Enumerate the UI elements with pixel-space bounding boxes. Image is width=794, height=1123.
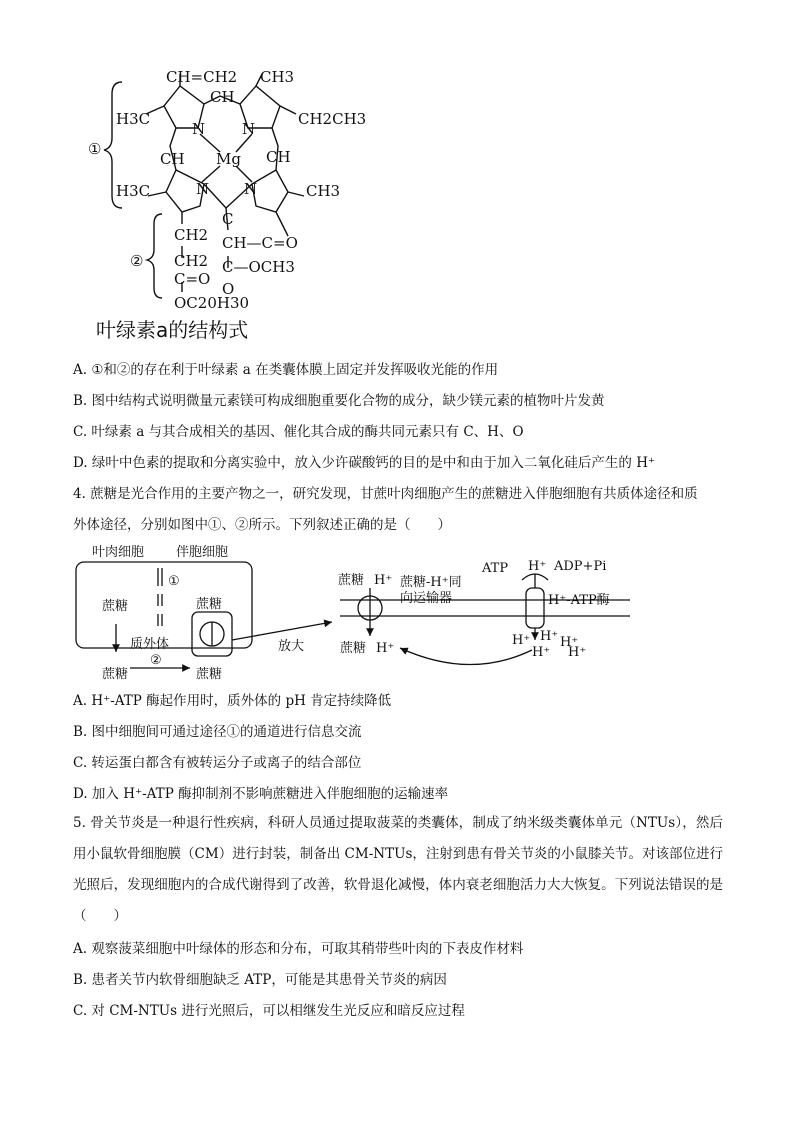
nitrogen-label-2: N [242, 120, 256, 138]
mesophyll-cell-label: 叶肉细胞 [92, 545, 145, 560]
ethyl-group-label: CH2CH3 [298, 110, 367, 128]
sucrose-label-bottom-left: 蔗糖 [102, 667, 129, 682]
q4-option-c: C. 转运蛋白都含有被转运分子或离子的结合部位 [73, 755, 362, 771]
sucrose-label-inside: 蔗糖 [340, 641, 367, 656]
ch-top-label: CH [210, 88, 235, 106]
methyl-right-label: CH3 [306, 182, 341, 200]
h3c-label-2: H3C [116, 182, 151, 200]
marker-1: ① [88, 140, 102, 158]
nitrogen-label-3: N [196, 180, 210, 198]
nitrogen-label-4: N [244, 180, 258, 198]
h3c-label-1: H3C [116, 110, 151, 128]
ch-right-label: CH [266, 148, 291, 166]
q5-stem: 5. 骨关节炎是一种退行性疾病，科研人员通过提取菠菜的类囊体，制成了纳米级类囊体单元（NTUs），然后用小鼠软骨细胞膜（CM）进行封装，制备出 CM-NTUs，注射到患有骨关节炎的小鼠膝关节。对该部位进行光照后，发现细胞内的合成代谢得到了改善，软骨退化减慢，体内衰老细胞活力大大恢复。下列说法错误的是（ ） [73, 815, 723, 924]
cotransporter-label-2: 向运输器 [400, 591, 453, 606]
h-plus-label-a: H⁺ [374, 573, 393, 588]
q3-option-b: B. 图中结构式说明微量元素镁可构成细胞重要化合物的成分，缺少镁元素的植物叶片发黄 [73, 393, 605, 409]
phytol-tail-label: OC20H30 [174, 294, 250, 312]
atp-label: ATP [482, 561, 509, 576]
q3-option-a: A. ①和②的存在利于叶绿素 a 在类囊体膜上固定并发挥吸收光能的作用 [73, 362, 499, 378]
cotransporter-label-1: 蔗糖-H⁺同 [400, 575, 462, 590]
ch-co-label: CH—C=O [222, 234, 298, 252]
q4-option-b: B. 图中细胞间可通过途径①的通道进行信息交流 [73, 724, 362, 740]
q3-option-c: C. 叶绿素 a 与其合成相关的基因、催化其合成的酶共同元素只有 C、H、O [73, 424, 524, 440]
q5-option-a: A. 观察菠菜细胞中叶绿体的形态和分布，可取其稍带些叶肉的下表皮作材料 [73, 941, 524, 957]
h-plus-label-e: H⁺ [540, 629, 559, 644]
q4-stem-line1: 4. 蔗糖是光合作用的主要产物之一，研究发现，甘蔗叶肉细胞产生的蔗糖进入伴胞细胞有共质体途径和质 [73, 486, 698, 502]
q5-option-c: C. 对 CM-NTUs 进行光照后，可以相继发生光反应和暗反应过程 [73, 1003, 465, 1019]
c-och3-label: C—OCH3 [222, 258, 295, 276]
h-plus-label-c: H⁺ [528, 559, 547, 574]
nitrogen-label-1: N [192, 120, 206, 138]
figure-marker-1: ① [168, 574, 180, 589]
q4-option-a: A. H⁺-ATP 酶起作用时，质外体的 pH 肯定持续降低 [73, 693, 392, 709]
q3-option-d: D. 绿叶中色素的提取和分离实验中，放入少许碳酸钙的目的是中和由于加入二氧化硅后产生的 H⁺ [73, 455, 656, 471]
sucrose-label-outside: 蔗糖 [338, 573, 365, 588]
h-plus-label-d: H⁺ [512, 633, 531, 648]
figure-marker-2: ② [150, 653, 162, 668]
sucrose-transport-figure [70, 540, 650, 685]
sucrose-label-bottom-right: 蔗糖 [196, 667, 223, 682]
sucrose-label-mesophyll: 蔗糖 [102, 599, 129, 614]
q4-stem-line2: 外体途径，分别如图中①、②所示。下列叙述正确的是（ ） [73, 517, 451, 533]
oxygen-label: O [222, 280, 235, 298]
figure1-caption: 叶绿素a的结构式 [96, 318, 249, 342]
h-plus-label-b: H⁺ [376, 641, 395, 656]
magnify-label: 放大 [278, 639, 305, 654]
central-carbon-label: C [222, 210, 234, 228]
ch2-label-2: CH2 [174, 252, 209, 270]
q4-option-d: D. 加入 H⁺-ATP 酶抑制剂不影响蔗糖进入伴胞细胞的运输速率 [73, 786, 449, 802]
h-plus-label-g: H⁺ [532, 645, 551, 660]
sucrose-label-companion: 蔗糖 [196, 597, 223, 612]
h-plus-label-h: H⁺ [568, 645, 587, 660]
h-plus-label-f: H⁺ [560, 635, 579, 650]
vinyl-group-label: CH=CH2 [166, 68, 238, 86]
magnesium-label: Mg [216, 150, 241, 168]
adp-pi-label: ADP+Pi [554, 559, 607, 574]
chlorophyll-structure-figure [80, 60, 420, 320]
methyl-top-label: CH3 [260, 68, 295, 86]
ch2-label-1: CH2 [174, 226, 209, 244]
q5-option-b: B. 患者关节内软骨细胞缺乏 ATP，可能是其患骨关节炎的病因 [73, 972, 447, 988]
apoplast-label: 质外体 [130, 637, 170, 652]
c-eq-o-label: C=O [174, 270, 211, 288]
h-atpase-label: H⁺-ATP酶 [548, 593, 610, 608]
marker-2: ② [130, 252, 144, 270]
ch-left-label: CH [160, 150, 185, 168]
companion-cell-label: 伴胞细胞 [176, 545, 229, 560]
